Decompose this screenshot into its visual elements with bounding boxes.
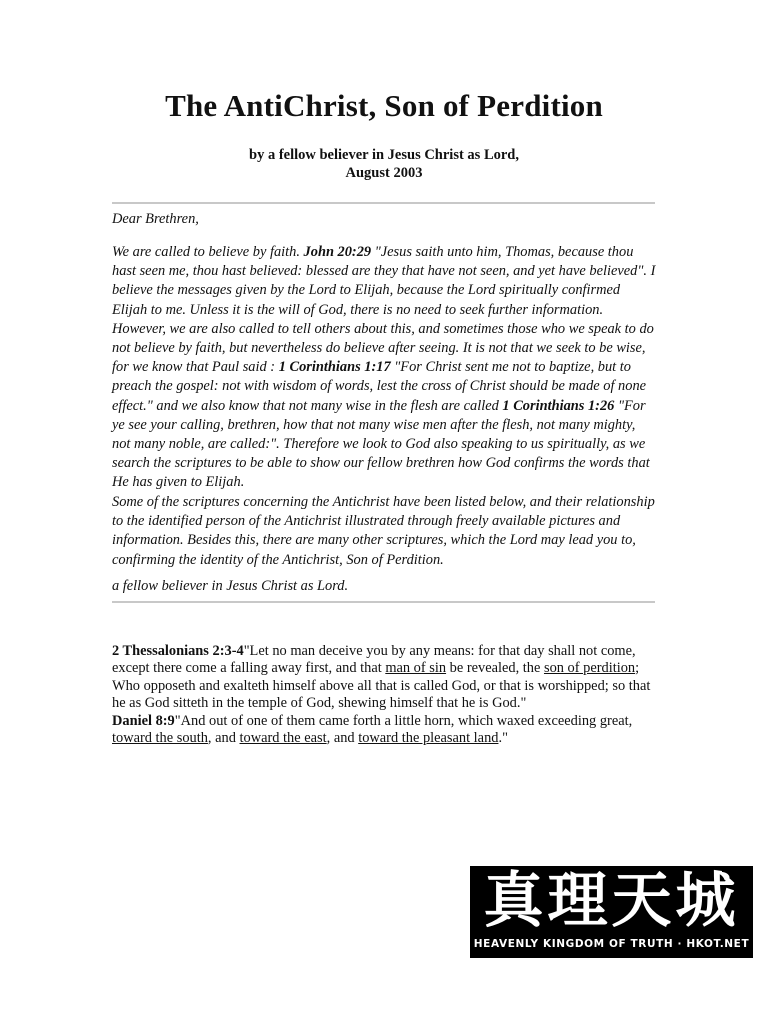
text-run: , and [326, 730, 359, 747]
underlined-phrase: son of perdition [543, 660, 636, 677]
text-run: "Jesus saith unto him, Thomas, because thou hast seen me, thou hast believed: blessed are they that have not seen, and yet have believed". I believe the messages given by the Lord to Elijah, because the Lord spiritually confirmed Elijah to me. Unless it is the will of God, there is no need to seek further information. However, we are also called to tell others about this, and sometimes those who we speak to do not believe by faith, but nevertheless do believe after seeing. It is not that we seek to be wise, for we know that Paul said : [112, 244, 656, 376]
underlined-phrase: man of sin [385, 660, 447, 677]
divider-top [112, 202, 655, 204]
underlined-phrase: toward the south [112, 730, 208, 747]
text-run: "Let no man deceive you by any means: for that day shall not come, except there come a falling away first, and that [112, 643, 636, 677]
scripture-reference: John 20:29 [303, 244, 372, 260]
page-title: The AntiChrist, Son of Perdition [165, 88, 603, 123]
scripture-section [112, 643, 657, 747]
underlined-phrase: toward the pleasant land [358, 730, 499, 747]
text-run: "For Christ sent me not to baptize, but to preach the gospel: not with wisdom of words, lest the cross of Christ should be made of none effect." and we also know that not many wise in the flesh are called [112, 359, 647, 414]
text-run: "And out of one of them came forth a little horn, which waxed exceeding great, [174, 712, 633, 729]
letter-paragraph-1 [112, 243, 657, 493]
signoff: a fellow believer in Jesus Christ as Lord. [112, 578, 349, 594]
scripture-daniel [112, 713, 657, 748]
scripture-thessalonians [112, 643, 657, 713]
text-run: "For ye see your calling, brethren, how that not many wise men after the flesh, not many mighty, not many noble, are called:". Therefore we look to God also speaking to us spiritually, as we search the scriptures to be able to show our fellow brethren how God confirms the words that He has given to Elijah. [112, 397, 650, 491]
letter-body [112, 243, 657, 493]
scripture-reference: 2 Thessalonians 2:3-4 [112, 643, 244, 659]
logo-chinese-text: 真理天城 [483, 866, 740, 936]
text-run: ; Who opposeth and exalteth himself above all that is called God, or that is worshipped; so that he as God sitteth in the temple of God, shewing himself that he is God." [112, 660, 651, 712]
text-run: ." [498, 730, 508, 747]
scripture-reference: 1 Corinthians 1:26 [502, 397, 615, 414]
byline-date: August 2003 [345, 165, 423, 181]
salutation: Dear Brethren, [112, 211, 199, 227]
underlined-phrase: toward the east [239, 730, 327, 747]
letter-body-2 [112, 493, 657, 570]
byline-author: by a fellow believer in Jesus Christ as Lord, [249, 147, 519, 163]
text-run: We are called to believe by faith. [112, 244, 304, 260]
byline [0, 146, 768, 182]
divider-bottom [112, 601, 655, 603]
letter-signoff [112, 577, 657, 596]
logo-english-text: HEAVENLY KINGDOM OF TRUTH · HKOT.NET [473, 938, 750, 950]
letter-paragraph-2: Some of the scriptures concerning the Antichrist have been listed below, and their relationship to the identified person of the Antichrist illustrated through freely available pictures and information. Besides this, there are many other scriptures, which the Lord may lead you to, confirming the identity of the Antichrist, Son of Perdition. [112, 494, 655, 568]
text-run: be revealed, the [446, 660, 544, 677]
text-run: , and [207, 730, 240, 747]
letter-intro [112, 210, 657, 229]
scripture-reference: 1 Corinthians 1:17 [278, 359, 391, 376]
hkot-logo [470, 866, 753, 958]
scripture-reference: Daniel 8:9 [112, 712, 175, 729]
